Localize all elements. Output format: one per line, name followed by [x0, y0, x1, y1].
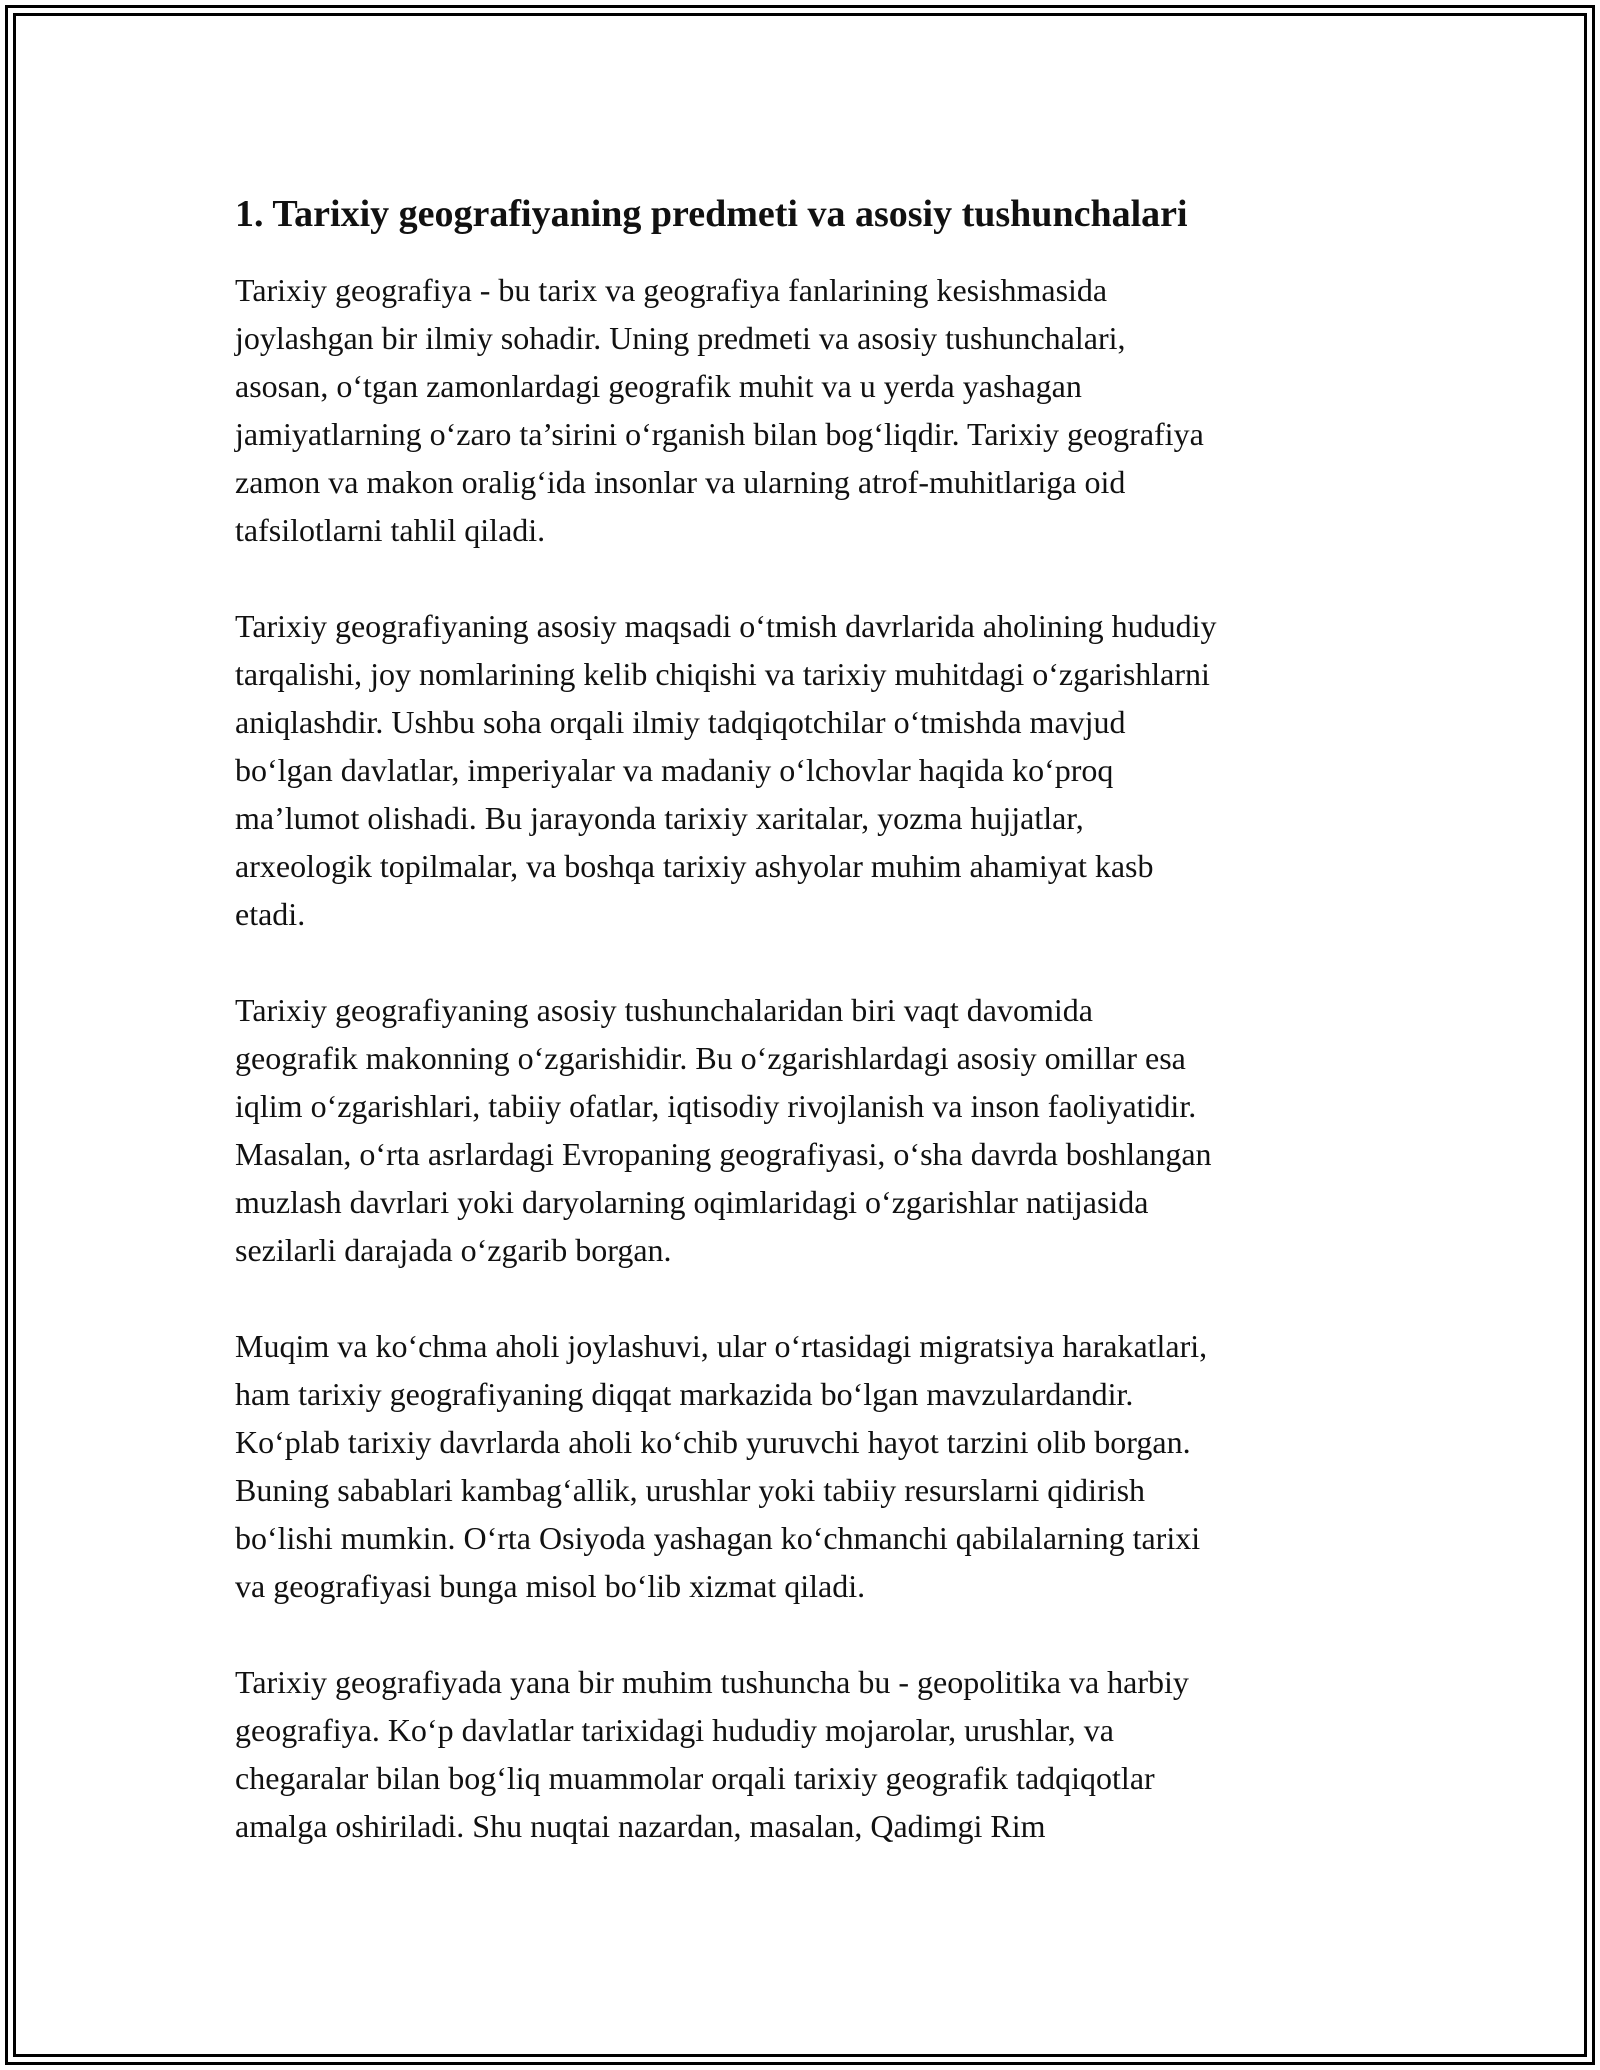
- paragraph-1: Tarixiy geografiya - bu tarix va geografiya fanlarining kesishmasida joylashgan bir ilmiy sohadir. Uning predmeti va asosiy tushunchalari, asosan, o‘tgan zamonlardagi geografik muhit va u yerda yashagan jamiyatlarning o‘zaro ta’sirini o‘rganish bilan bog‘liqdir. Tarixiy geografiya zamon va makon oralig‘ida insonlar va ularning atrof-muhitlariga oid tafsilotlarni tahlil qiladi.: [235, 272, 1204, 548]
- paragraph-2: Tarixiy geografiyaning asosiy maqsadi o‘tmish davrlarida aholining hududiy tarqalishi, joy nomlarining kelib chiqishi va tarixiy muhitdagi o‘zgarishlarni aniqlashdir. Ushbu soha orqali ilmiy tadqiqotchilar o‘tmishda mavjud bo‘lgan davlatlar, imperiyalar va madaniy o‘lchovlar haqida ko‘proq ma’lumot olishadi. Bu jarayonda tarixiy xaritalar, yozma hujjatlar, arxeologik topilmalar, va boshqa tarixiy ashyolar muhim ahamiyat kasb etadi.: [235, 608, 1217, 932]
- paragraph-4: Muqim va ko‘chma aholi joylashuvi, ular o‘rtasidagi migratsiya harakatlari, ham tarixiy geografiyaning diqqat markazida bo‘lgan mavzulardandir. Ko‘plab tarixiy davrlarda aholi ko‘chib yuruvchi hayot tarzini olib borgan. Buning sabablari kambag‘allik, urushlar yoki tabiiy resurslarni qidirish bo‘lishi mumkin. O‘rta Osiyoda yashagan ko‘chmanchi qabilalarning tarixi va geografiyasi bunga misol bo‘lib xizmat qiladi.: [235, 1328, 1208, 1604]
- section-title: 1. Tarixiy geografiyaning predmeti va asosiy tushunchalari: [235, 193, 1188, 235]
- paragraph-5: Tarixiy geografiyada yana bir muhim tushuncha bu - geopolitika va harbiy geografiya. Ko‘p davlatlar tarixidagi hududiy mojarolar, urushlar, va chegaralar bilan bog‘liq muammolar orqali tarixiy geografik tadqiqotlar amalga oshiriladi. Shu nuqtai nazardan, masalan, Qadimgi Rim: [235, 1664, 1189, 1844]
- paragraph-3: Tarixiy geografiyaning asosiy tushunchalaridan biri vaqt davomida geografik makonning o‘zgarishidir. Bu o‘zgarishlardagi asosiy omillar esa iqlim o‘zgarishlari, tabiiy ofatlar, iqtisodiy rivojlanish va inson faoliyatidir. Masalan, o‘rta asrlardagi Evropaning geografiyasi, o‘sha davrda boshlangan muzlash davrlari yoki daryolarning oqimlaridagi o‘zgarishlar natijasida sezilarli darajada o‘zgarib borgan.: [235, 992, 1212, 1268]
- document-body: [235, 190, 1385, 1898]
